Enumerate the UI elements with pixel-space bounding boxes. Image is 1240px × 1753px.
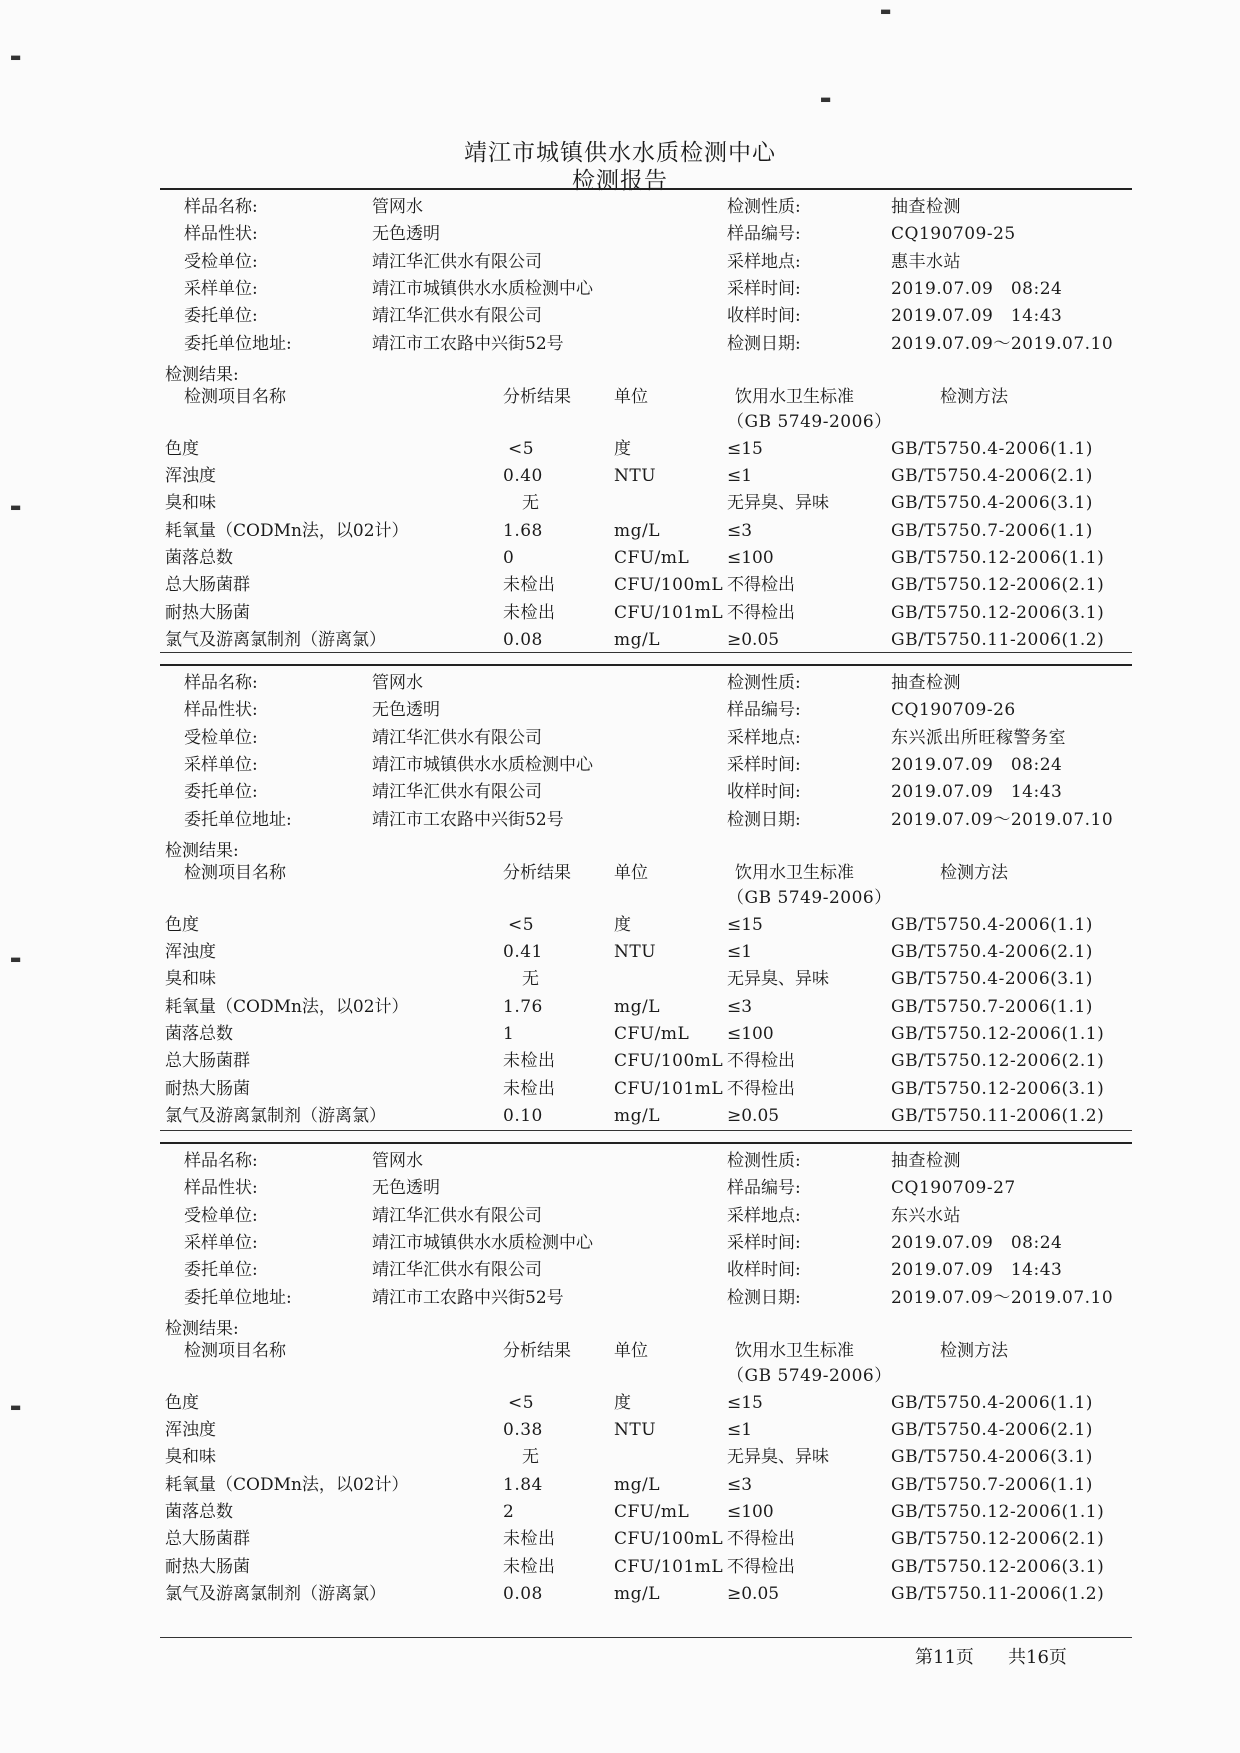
result-unit: mg/L (614, 1583, 661, 1604)
result-value: 无 (522, 493, 540, 514)
result-item-name: 臭和味 (165, 969, 216, 990)
field-value-client-unit: 靖江华汇供水有限公司 (372, 306, 542, 327)
field-value-receipt-time: 2019.07.09 14:43 (891, 1260, 1063, 1281)
result-standard: ≤15 (727, 914, 763, 935)
field-label-sample-state: 样品性状: (184, 1178, 258, 1199)
scan-speck: ▬ (880, 4, 892, 18)
result-standard: ≤100 (727, 1502, 774, 1522)
field-label-client-unit: 委托单位: (184, 306, 258, 327)
field-value-state: 无色透明 (372, 700, 440, 721)
result-item-name: 耗氧量（CODMn法，以02计） (165, 1474, 409, 1495)
result-unit: 度 (614, 914, 632, 935)
section-divider (160, 1142, 1132, 1144)
result-item-name: 浑浊度 (165, 1420, 216, 1441)
field-label-client-unit: 委托单位: (184, 1260, 258, 1281)
field-label-sampling-unit: 采样单位: (184, 278, 258, 299)
result-method: GB/T5750.12-2006(3.1) (891, 602, 1105, 623)
result-value: 0.40 (503, 466, 543, 487)
result-item-name: 色度 (165, 1392, 199, 1413)
column-header-result: 分析结果 (503, 1340, 571, 1361)
result-unit: CFU/100mL (614, 1529, 724, 1550)
field-value-test-date: 2019.07.09～2019.07.10 (891, 1287, 1114, 1308)
result-item-name: 色度 (165, 914, 199, 935)
result-method: GB/T5750.12-2006(1.1) (891, 1024, 1105, 1044)
scan-speck: ▬ (10, 1400, 22, 1414)
result-method: GB/T5750.12-2006(2.1) (891, 575, 1105, 596)
field-value-client-address: 靖江市工农路中兴街52号 (372, 333, 564, 354)
result-item-name: 氯气及游离氯制剂（游离氯） (165, 1105, 386, 1126)
column-header-standard: 饮用水卫生标准 (735, 862, 854, 883)
result-standard: 无异臭、异味 (727, 493, 829, 514)
field-label-inspected-unit: 受检单位: (184, 727, 258, 748)
column-header-standard-code: （GB 5749-2006） (727, 1365, 892, 1386)
result-value: 1.68 (503, 520, 543, 541)
field-value-client-unit: 靖江华汇供水有限公司 (372, 1260, 542, 1281)
result-method: GB/T5750.7-2006(1.1) (891, 520, 1093, 541)
result-unit: CFU/101mL (614, 1556, 724, 1577)
field-label-sampling-time: 采样时间: (727, 1232, 801, 1253)
field-label-test-date: 检测日期: (727, 809, 801, 830)
field-label-client-address: 委托单位地址: (184, 1287, 292, 1308)
field-value-sampling-unit: 靖江市城镇供水水质检测中心 (372, 1232, 593, 1253)
field-label-receipt-time: 收样时间: (727, 782, 801, 803)
result-unit: mg/L (614, 1474, 661, 1495)
result-value: <5 (508, 438, 535, 459)
column-header-standard: 饮用水卫生标准 (735, 386, 854, 407)
field-label-sample-no: 样品编号: (727, 1178, 801, 1199)
field-label-receipt-time: 收样时间: (727, 1260, 801, 1281)
field-label-sample-name: 样品名称: (184, 1151, 258, 1171)
result-method: GB/T5750.4-2006(2.1) (891, 942, 1093, 963)
field-value-state: 无色透明 (372, 1178, 440, 1199)
field-value-sampling-time: 2019.07.09 08:24 (891, 754, 1063, 775)
result-method: GB/T5750.4-2006(2.1) (891, 1420, 1093, 1441)
result-value: 未检出 (503, 575, 556, 596)
section-divider (160, 188, 1132, 190)
result-unit: mg/L (614, 996, 661, 1017)
report-org-title: 靖江市城镇供水水质检测中心 (464, 140, 776, 166)
field-label-test-date: 检测日期: (727, 333, 801, 354)
field-label-sampling-time: 采样时间: (727, 754, 801, 775)
result-method: GB/T5750.12-2006(3.1) (891, 1556, 1105, 1577)
result-standard: ≤1 (727, 942, 753, 963)
field-value-inspected-unit: 靖江华汇供水有限公司 (372, 727, 542, 748)
result-value: 无 (522, 969, 540, 990)
result-standard: ≤1 (727, 1420, 753, 1441)
field-label-client-address: 委托单位地址: (184, 809, 292, 830)
field-label-receipt-time: 收样时间: (727, 306, 801, 327)
result-standard: 不得检出 (727, 1529, 795, 1550)
field-value-test-date: 2019.07.09～2019.07.10 (891, 333, 1114, 354)
result-value: 1.84 (503, 1474, 543, 1495)
column-header-unit: 单位 (614, 1340, 648, 1361)
result-method: GB/T5750.12-2006(1.1) (891, 548, 1105, 568)
field-value-sample-no: CQ190709-25 (891, 224, 1016, 245)
result-method: GB/T5750.4-2006(3.1) (891, 493, 1093, 514)
result-value: 未检出 (503, 1078, 556, 1099)
result-standard: ≤100 (727, 1024, 774, 1044)
result-item-name: 菌落总数 (165, 1502, 233, 1522)
page-number: 第11页 (915, 1647, 974, 1668)
result-unit: 度 (614, 438, 632, 459)
scan-speck: ▬ (10, 952, 22, 966)
field-value-sampling-site: 东兴水站 (891, 1205, 961, 1226)
result-value: 未检出 (503, 1556, 556, 1577)
field-label-sample-name: 样品名称: (184, 673, 258, 693)
result-method: GB/T5750.7-2006(1.1) (891, 996, 1093, 1017)
result-value: 2 (503, 1502, 515, 1522)
result-standard: ≤1 (727, 466, 753, 487)
field-label-sample-no: 样品编号: (727, 224, 801, 245)
scan-speck: ▬ (10, 50, 22, 64)
field-label-sampling-site: 采样地点: (727, 251, 801, 272)
result-item-name: 总大肠菌群 (165, 1529, 250, 1550)
result-method: GB/T5750.12-2006(1.1) (891, 1502, 1105, 1522)
result-standard: 无异臭、异味 (727, 1447, 829, 1468)
result-method: GB/T5750.12-2006(3.1) (891, 1078, 1105, 1099)
result-item-name: 浑浊度 (165, 942, 216, 963)
result-item-name: 总大肠菌群 (165, 1051, 250, 1072)
field-value-test-nature: 抽查检测 (891, 673, 961, 693)
field-label-sample-state: 样品性状: (184, 224, 258, 245)
result-item-name: 耗氧量（CODMn法，以02计） (165, 520, 409, 541)
field-value-test-date: 2019.07.09～2019.07.10 (891, 809, 1114, 830)
column-header-method: 检测方法 (940, 862, 1008, 883)
field-value-client-address: 靖江市工农路中兴街52号 (372, 1287, 564, 1308)
field-value-sampling-unit: 靖江市城镇供水水质检测中心 (372, 754, 593, 775)
result-standard: 不得检出 (727, 1556, 795, 1577)
result-value: 无 (522, 1447, 540, 1468)
result-item-name: 菌落总数 (165, 1024, 233, 1044)
section-divider (160, 664, 1132, 666)
field-value-client-address: 靖江市工农路中兴街52号 (372, 809, 564, 830)
result-standard: ≤3 (727, 996, 753, 1017)
scan-speck: ▬ (10, 500, 22, 514)
result-item-name: 臭和味 (165, 1447, 216, 1468)
field-label-sampling-site: 采样地点: (727, 1205, 801, 1226)
result-method: GB/T5750.12-2006(2.1) (891, 1529, 1105, 1550)
result-item-name: 菌落总数 (165, 548, 233, 568)
page-total: 共16页 (1008, 1647, 1067, 1668)
result-unit: NTU (614, 942, 657, 963)
column-header-result: 分析结果 (503, 862, 571, 883)
results-label: 检测结果: (165, 1318, 239, 1339)
result-value: 未检出 (503, 1529, 556, 1550)
result-method: GB/T5750.4-2006(3.1) (891, 1447, 1093, 1468)
result-unit: NTU (614, 1420, 657, 1441)
result-method: GB/T5750.11-2006(1.2) (891, 1105, 1105, 1126)
result-unit: CFU/mL (614, 548, 690, 568)
result-item-name: 耗氧量（CODMn法，以02计） (165, 996, 409, 1017)
result-unit: CFU/101mL (614, 1078, 724, 1099)
result-standard: ≥0.05 (727, 629, 780, 650)
scan-speck: ▬ (820, 92, 832, 106)
field-value-sampling-site: 惠丰水站 (891, 251, 961, 272)
field-label-test-nature: 检测性质: (727, 673, 801, 693)
result-unit: CFU/mL (614, 1024, 690, 1044)
result-unit: NTU (614, 466, 657, 487)
result-standard: ≤3 (727, 1474, 753, 1495)
result-standard: 不得检出 (727, 575, 795, 596)
result-unit: mg/L (614, 520, 661, 541)
result-method: GB/T5750.11-2006(1.2) (891, 629, 1105, 650)
result-value: 0.08 (503, 1583, 543, 1604)
field-label-test-nature: 检测性质: (727, 1151, 801, 1171)
result-value: 0.41 (503, 942, 543, 963)
column-header-method: 检测方法 (940, 386, 1008, 407)
field-value-name: 管网水 (372, 673, 423, 693)
field-value-name: 管网水 (372, 197, 423, 217)
result-standard: ≤15 (727, 438, 763, 459)
result-item-name: 色度 (165, 438, 199, 459)
result-value: 0 (503, 548, 515, 568)
result-item-name: 耐热大肠菌 (165, 1078, 250, 1099)
field-label-test-nature: 检测性质: (727, 197, 801, 217)
result-unit: CFU/100mL (614, 575, 724, 596)
footer-rule (160, 1637, 1132, 1638)
column-header-item: 检测项目名称 (184, 386, 286, 407)
result-method: GB/T5750.4-2006(1.1) (891, 914, 1093, 935)
field-value-sampling-time: 2019.07.09 08:24 (891, 278, 1063, 299)
field-label-test-date: 检测日期: (727, 1287, 801, 1308)
field-label-sample-name: 样品名称: (184, 197, 258, 217)
result-value: 1.76 (503, 996, 543, 1017)
field-label-inspected-unit: 受检单位: (184, 1205, 258, 1226)
results-label: 检测结果: (165, 840, 239, 861)
field-value-name: 管网水 (372, 1151, 423, 1171)
result-method: GB/T5750.4-2006(1.1) (891, 1392, 1093, 1413)
field-value-client-unit: 靖江华汇供水有限公司 (372, 782, 542, 803)
field-value-sampling-time: 2019.07.09 08:24 (891, 1232, 1063, 1253)
result-standard: 无异臭、异味 (727, 969, 829, 990)
result-value: 未检出 (503, 602, 556, 623)
field-value-receipt-time: 2019.07.09 14:43 (891, 782, 1063, 803)
field-value-sampling-unit: 靖江市城镇供水水质检测中心 (372, 278, 593, 299)
result-method: GB/T5750.4-2006(2.1) (891, 466, 1093, 487)
field-label-sampling-time: 采样时间: (727, 278, 801, 299)
column-header-standard-code: （GB 5749-2006） (727, 411, 892, 432)
result-item-name: 浑浊度 (165, 466, 216, 487)
report-title: 检测报告 (572, 168, 668, 194)
result-item-name: 氯气及游离氯制剂（游离氯） (165, 1583, 386, 1604)
column-header-item: 检测项目名称 (184, 1340, 286, 1361)
result-value: 1 (503, 1024, 515, 1044)
result-standard: ≤3 (727, 520, 753, 541)
field-value-inspected-unit: 靖江华汇供水有限公司 (372, 1205, 542, 1226)
result-standard: ≤100 (727, 548, 774, 568)
field-value-inspected-unit: 靖江华汇供水有限公司 (372, 251, 542, 272)
result-unit: mg/L (614, 1105, 661, 1126)
section-divider (160, 652, 1132, 653)
field-value-test-nature: 抽查检测 (891, 1151, 961, 1171)
column-header-unit: 单位 (614, 386, 648, 407)
result-value: 0.08 (503, 629, 543, 650)
column-header-result: 分析结果 (503, 386, 571, 407)
result-standard: ≥0.05 (727, 1105, 780, 1126)
result-method: GB/T5750.11-2006(1.2) (891, 1583, 1105, 1604)
result-method: GB/T5750.4-2006(3.1) (891, 969, 1093, 990)
result-value: <5 (508, 1392, 535, 1413)
result-standard: ≤15 (727, 1392, 763, 1413)
result-value: 0.10 (503, 1105, 543, 1126)
result-item-name: 总大肠菌群 (165, 575, 250, 596)
field-label-client-unit: 委托单位: (184, 782, 258, 803)
result-item-name: 氯气及游离氯制剂（游离氯） (165, 629, 386, 650)
result-item-name: 臭和味 (165, 493, 216, 514)
field-value-sampling-site: 东兴派出所旺稼警务室 (891, 727, 1066, 748)
result-standard: 不得检出 (727, 1051, 795, 1072)
field-label-inspected-unit: 受检单位: (184, 251, 258, 272)
field-label-sampling-site: 采样地点: (727, 727, 801, 748)
field-value-sample-no: CQ190709-26 (891, 700, 1016, 721)
result-value: <5 (508, 914, 535, 935)
field-value-state: 无色透明 (372, 224, 440, 245)
result-unit: 度 (614, 1392, 632, 1413)
column-header-standard: 饮用水卫生标准 (735, 1340, 854, 1361)
result-unit: mg/L (614, 629, 661, 650)
field-label-sample-no: 样品编号: (727, 700, 801, 721)
result-unit: CFU/101mL (614, 602, 724, 623)
result-value: 未检出 (503, 1051, 556, 1072)
result-unit: CFU/100mL (614, 1051, 724, 1072)
result-standard: ≥0.05 (727, 1583, 780, 1604)
result-method: GB/T5750.12-2006(2.1) (891, 1051, 1105, 1072)
field-label-sample-state: 样品性状: (184, 700, 258, 721)
column-header-method: 检测方法 (940, 1340, 1008, 1361)
result-value: 0.38 (503, 1420, 543, 1441)
result-item-name: 耐热大肠菌 (165, 1556, 250, 1577)
field-label-sampling-unit: 采样单位: (184, 754, 258, 775)
field-value-sample-no: CQ190709-27 (891, 1178, 1016, 1199)
result-standard: 不得检出 (727, 602, 795, 623)
result-method: GB/T5750.4-2006(1.1) (891, 438, 1093, 459)
section-divider (160, 1130, 1132, 1131)
result-standard: 不得检出 (727, 1078, 795, 1099)
field-value-receipt-time: 2019.07.09 14:43 (891, 306, 1063, 327)
column-header-unit: 单位 (614, 862, 648, 883)
result-item-name: 耐热大肠菌 (165, 602, 250, 623)
results-label: 检测结果: (165, 364, 239, 385)
result-method: GB/T5750.7-2006(1.1) (891, 1474, 1093, 1495)
column-header-item: 检测项目名称 (184, 862, 286, 883)
field-label-sampling-unit: 采样单位: (184, 1232, 258, 1253)
field-value-test-nature: 抽查检测 (891, 197, 961, 217)
result-unit: CFU/mL (614, 1502, 690, 1522)
field-label-client-address: 委托单位地址: (184, 333, 292, 354)
column-header-standard-code: （GB 5749-2006） (727, 887, 892, 908)
